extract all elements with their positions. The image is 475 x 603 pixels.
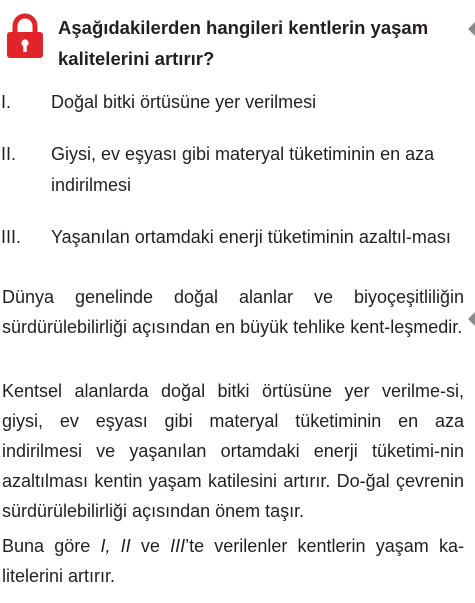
roman-numeral-iii: III (170, 536, 186, 556)
question-line-2: kalitelerini artırır? (58, 48, 215, 69)
explanation-paragraph-1: Dünya genelinde doğal alanlar ve biyoçeşitliliğin sürdürülebilirliği açısından en büyük tehlike kent-leşmedir. (2, 287, 464, 337)
statement-number: III. (1, 227, 22, 247)
statement-text: Giysi, ev eşyası gibi materyal tüketiminin en aza indirilmesi (51, 144, 435, 195)
statement-item-3 (0, 222, 475, 253)
lock-icon (4, 12, 46, 60)
statement-text: Yaşanılan ortamdaki enerji tüketiminin azaltıl-ması (51, 227, 451, 247)
statement-number: II. (1, 144, 17, 164)
roman-numerals-i-ii: I, II (100, 536, 131, 556)
statement-text: Doğal bitki örtüsüne yer verilmesi (51, 92, 317, 112)
question-line-1: Aşağıdakilerden hangileri kentlerin yaşam (58, 17, 429, 38)
chevron-left-icon (467, 22, 475, 36)
statement-item-1 (0, 87, 475, 118)
conclusion-paragraph (2, 531, 464, 591)
statement-list (0, 87, 475, 274)
statement-item-2 (0, 139, 475, 201)
question-text (58, 12, 468, 74)
chevron-left-icon (467, 312, 475, 326)
conclusion-text-and: ve (130, 536, 171, 556)
explanation-paragraph-2: Kentsel alanlarda doğal bitki örtüsüne yer verilme-si, giysi, ev eşyası gibi materyal tüketiminin en aza indirilmesi ve yaşanılan ortamdaki enerji tüketimi-nin azaltılması kentin yaşam katilesini artırır. Do-ğal çevrenin sürdürülebilirliği açısından önem taşır. (2, 381, 464, 521)
conclusion-text-end: ’te verilenler kentlerin yaşam ka-litelerini artırır. (2, 536, 464, 586)
statement-number: I. (1, 92, 12, 112)
conclusion-text-start: Buna göre (2, 536, 101, 556)
